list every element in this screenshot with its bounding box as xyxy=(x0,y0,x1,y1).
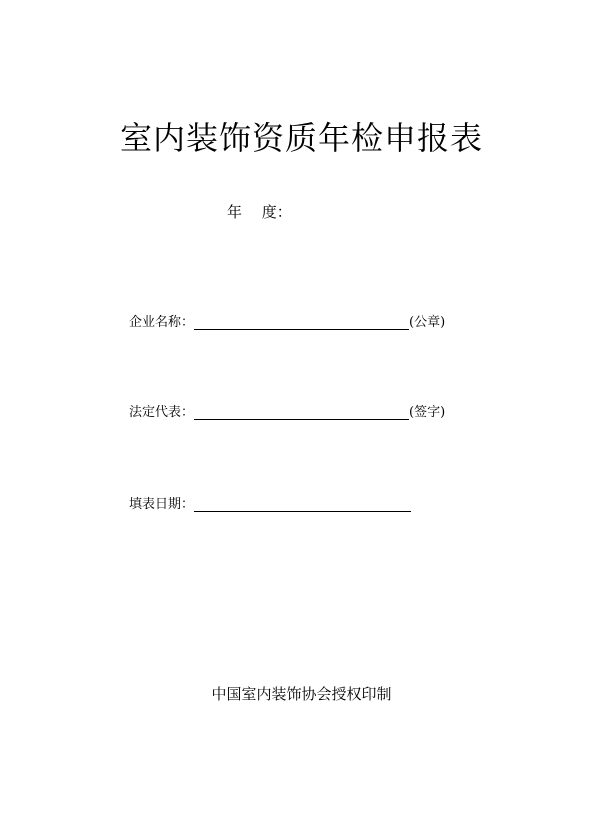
footer-issuer: 中国室内装饰协会授权印制 xyxy=(211,685,392,703)
legal-representative-line xyxy=(194,404,409,420)
company-name-label: 企业名称： xyxy=(129,315,195,330)
fill-date-label: 填表日期： xyxy=(129,497,195,512)
fill-date-row xyxy=(129,496,411,514)
document-title: 室内装饰资质年检申报表 xyxy=(119,119,483,157)
legal-representative-label: 法定代表： xyxy=(129,405,195,420)
company-name-line xyxy=(194,314,409,330)
company-seal-note: (公章) xyxy=(409,315,446,330)
signature-note: (签字) xyxy=(409,405,446,420)
fill-date-line xyxy=(194,496,411,512)
company-name-row xyxy=(129,314,445,332)
legal-representative-row xyxy=(129,404,445,422)
year-label: 年 度： xyxy=(227,203,292,221)
